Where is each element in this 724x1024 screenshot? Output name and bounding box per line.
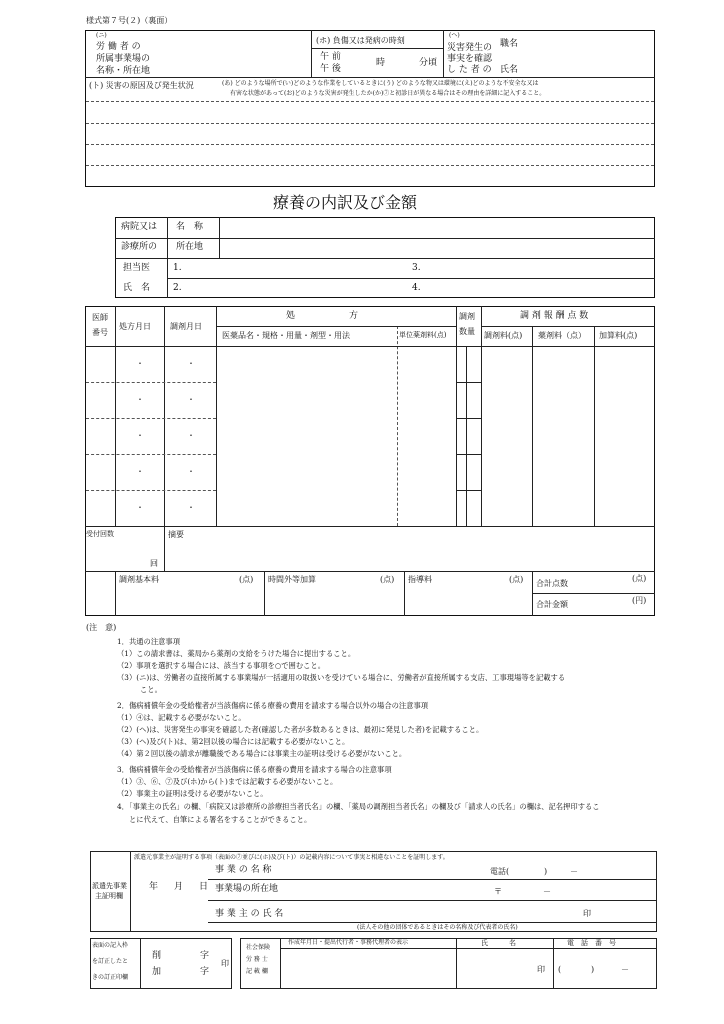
biz-address-input[interactable] bbox=[290, 881, 480, 899]
date-dot: ・ bbox=[187, 395, 195, 404]
workplace-no: (ニ) bbox=[96, 32, 107, 39]
name-header: 氏 名 bbox=[481, 939, 516, 947]
note-line: こと。 bbox=[140, 685, 162, 694]
note-line: 1．共通の注意事項 bbox=[117, 637, 181, 646]
added-label: 加 bbox=[152, 967, 162, 977]
dispense-date-header: 調剤月日 bbox=[170, 322, 202, 331]
note-line: とに代えて、自筆による署名をすることができること。 bbox=[129, 815, 312, 824]
basic-fee-unit: (点) bbox=[239, 575, 254, 584]
char-label: 字 bbox=[200, 967, 210, 977]
cause-note: (あ) どのような場所で(い)どのような作業をしているときに(う) どのような物又は環境に(え)どのような不安全な又は bbox=[222, 80, 539, 87]
insurance-phone-input[interactable] bbox=[555, 950, 655, 987]
month-label: 月 bbox=[174, 882, 184, 892]
date-dot: ・ bbox=[136, 431, 144, 440]
summary-input[interactable] bbox=[190, 530, 650, 568]
confirmer-input[interactable] bbox=[525, 33, 653, 75]
date-dot: ・ bbox=[136, 467, 144, 476]
note-line: （4）第２回以後の請求が離職後である場合には事業主の証明は受ける必要がないこと。 bbox=[117, 749, 407, 758]
fee-col1-header: 調剤料(点) bbox=[484, 331, 523, 340]
confirmer-title-label: 職名 bbox=[500, 39, 519, 49]
correction-label: を訂正したと bbox=[92, 958, 129, 965]
biz-name-label: 事 業 の 名 称 bbox=[215, 865, 272, 875]
rx-date-header: 処方月日 bbox=[119, 322, 151, 331]
am-label: 午 前 bbox=[320, 52, 341, 62]
employer-name-input[interactable] bbox=[300, 903, 570, 921]
hospital-name-label: 名 称 bbox=[176, 222, 204, 232]
summary-label: 摘要 bbox=[168, 530, 184, 539]
doctor-4: 4. bbox=[412, 283, 421, 293]
note-line: 3．傷病補償年金の受給権者が当該傷病に係る療養の費用を請求する場合の注意事項 bbox=[117, 765, 392, 774]
insurance-label: 記 載 欄 bbox=[246, 968, 268, 975]
total-amount-unit: (円) bbox=[632, 596, 647, 605]
fee-header: 調 剤 報 酬 点 数 bbox=[520, 311, 589, 321]
cause-note: 有害な状態があって(お)どのような災害が発生したか(か)⑦と初診日が異なる場合はその理由を詳細に記入すること。 bbox=[230, 90, 546, 97]
date-dot: ・ bbox=[136, 503, 144, 512]
note-line: 2．傷病補償年金の受給権者が当該傷病に係る療養の費用を請求する場合以外の場合の注意事項 bbox=[117, 701, 429, 710]
pm-label: 午 後 bbox=[320, 64, 341, 74]
hospital-label: 診療所の bbox=[121, 242, 158, 252]
date-dot: ・ bbox=[187, 359, 195, 368]
char-label: 字 bbox=[200, 951, 210, 961]
phone-dash: － bbox=[621, 965, 629, 974]
unit-points-header: 単位薬剤料(点) bbox=[399, 331, 447, 339]
correction-label: 表面の記入枠 bbox=[92, 942, 129, 949]
total-amount-label: 合計金額 bbox=[536, 600, 568, 609]
note-line: （1）④は、記載する必要がないこと。 bbox=[117, 713, 246, 722]
prescription-body-input[interactable] bbox=[217, 347, 455, 525]
times-label: 回 bbox=[150, 559, 158, 568]
phone-dash: － bbox=[570, 867, 578, 876]
confirmer-label: 事実を確認 bbox=[447, 54, 493, 64]
phone-open: ( bbox=[558, 965, 562, 974]
insurance-seal: 印 bbox=[537, 965, 545, 974]
phone-label: 電話( bbox=[490, 867, 510, 876]
doctor-2: 2. bbox=[173, 283, 182, 293]
doctor-no-header: 医師 bbox=[92, 313, 108, 322]
doctor-label: 氏 名 bbox=[123, 283, 151, 293]
workplace-label: 名称・所在地 bbox=[96, 66, 151, 76]
notes-header: (注 意) bbox=[86, 623, 117, 632]
phone-close: ) bbox=[591, 965, 595, 974]
postal-dash: － bbox=[543, 887, 551, 896]
note-line: （3）(ニ)は、労働者の直接所属する事業場が一括適用の取扱いを受けている場合に、労働者が直接所属する支店、工事現場等を記載する bbox=[117, 673, 566, 682]
year-label: 年 bbox=[149, 882, 159, 892]
phone-header: 電 話 番 号 bbox=[567, 939, 616, 947]
note-line: （3）(ヘ)及び(ト)は、第2回以後の場合には記載する必要がないこと。 bbox=[117, 737, 350, 746]
workplace-label: 所属事業場の bbox=[96, 54, 151, 64]
confirmer-no: (ヘ) bbox=[449, 32, 460, 39]
employer-seal: 印 bbox=[583, 909, 591, 918]
confirmer-name-label: 氏名 bbox=[500, 65, 519, 75]
guidance-label: 指導料 bbox=[408, 575, 432, 584]
confirmer-label: 災害発生の bbox=[447, 43, 493, 53]
cause-input[interactable] bbox=[87, 102, 653, 185]
dispatch-label: 派遣先事業 bbox=[92, 882, 127, 890]
day-label: 日 bbox=[199, 882, 209, 892]
dispense-header: 調剤 bbox=[459, 312, 475, 321]
workplace-input[interactable] bbox=[165, 32, 305, 76]
doctor-input-a[interactable] bbox=[185, 260, 405, 296]
form-id: 様式第７号(２)（裏面） bbox=[86, 16, 173, 25]
correction-seal: 印 bbox=[221, 959, 229, 968]
hospital-address-label: 所在地 bbox=[176, 242, 204, 252]
total-points-unit: (点) bbox=[632, 574, 647, 583]
dispatch-label: 主証明欄 bbox=[95, 892, 123, 900]
postal-mark: 〒 bbox=[494, 887, 502, 896]
guidance-unit: (点) bbox=[509, 575, 524, 584]
note-line: （2）事業主の証明は受ける必要がないこと。 bbox=[117, 789, 268, 798]
section-title: 療養の内訳及び金額 bbox=[273, 193, 418, 212]
date-dot: ・ bbox=[187, 467, 195, 476]
date-dot: ・ bbox=[136, 395, 144, 404]
date-dot: ・ bbox=[187, 503, 195, 512]
phone-paren: ) bbox=[544, 867, 548, 876]
injury-time-input[interactable] bbox=[345, 50, 440, 75]
doctor-1: 1. bbox=[173, 263, 182, 273]
doctor-no-header: 番号 bbox=[92, 328, 108, 337]
fee-col2-header: 薬剤料（点） bbox=[538, 331, 586, 340]
hospital-label: 病院又は bbox=[121, 222, 158, 232]
fee-col3-header: 加算料(点) bbox=[599, 331, 638, 340]
drug-cols-header: 医薬品名・規格・用量・剤型・用法 bbox=[222, 331, 350, 340]
corp-note: (法人その他の団体であるときはその名称及び代表者の氏名) bbox=[357, 924, 518, 931]
workplace-label: 労 働 者 の bbox=[96, 42, 141, 52]
received-count-label: 受付回数 bbox=[86, 530, 114, 538]
biz-name-input[interactable] bbox=[290, 862, 480, 878]
cause-label: (ト) 災害の原因及び発生状況 bbox=[89, 81, 194, 90]
prescription-header: 処 方 bbox=[286, 311, 359, 321]
doctor-input-b[interactable] bbox=[425, 260, 653, 296]
date-agent-input[interactable] bbox=[282, 950, 454, 987]
hospital-name-input[interactable] bbox=[221, 219, 653, 237]
note-line: （1）この請求書は、薬局から薬剤の支給をうけた場合に提出すること。 bbox=[117, 649, 356, 658]
basic-fee-label: 調剤基本料 bbox=[119, 575, 159, 584]
note-line: （2）事項を選択する場合には、該当する事項を○で囲むこと。 bbox=[117, 661, 326, 670]
insurance-name-input[interactable] bbox=[458, 950, 533, 987]
injury-time-label: (ホ) 負傷又は発病の時刻 bbox=[316, 36, 405, 45]
note-line: （1）③、⑥、⑦及び(ホ)から(ト)までは記載する必要がないこと。 bbox=[117, 777, 338, 786]
hospital-address-input[interactable] bbox=[221, 239, 653, 257]
total-points-label: 合計点数 bbox=[536, 579, 568, 588]
confirmer-label: し た 者 の bbox=[447, 65, 492, 75]
date-agent-header: 作成年月日・提出代行者・事務代理者の表示 bbox=[288, 939, 409, 946]
correction-label: きの訂正印欄 bbox=[92, 974, 129, 981]
dispatch-statement: 派遣元事業主が証明する事項（表面の⑦並びに(ホ)及び(ト)）の記載内容について事実と相違ないことを証明します。 bbox=[134, 854, 449, 861]
date-dot: ・ bbox=[187, 431, 195, 440]
doctor-3: 3. bbox=[412, 263, 421, 273]
quantity-header: 数量 bbox=[459, 327, 475, 336]
date-dot: ・ bbox=[136, 359, 144, 368]
after-hours-label: 時間外等加算 bbox=[268, 575, 316, 584]
insurance-label: 社会保険 bbox=[246, 944, 271, 951]
doctor-label: 担当医 bbox=[123, 263, 151, 273]
note-line: （2）(ヘ)は、災害発生の事実を確認した者(確認した者が多数あるときは、最初に発見した者)を記載すること。 bbox=[117, 725, 484, 734]
after-hours-unit: (点) bbox=[380, 575, 395, 584]
note-line: 4．「事業主の氏名」の欄、「病院又は診療所の診療担当者氏名」の欄、「薬局の調剤担当者氏名」の欄及び「請求人の氏名」の欄は、記名押印するこ bbox=[117, 802, 600, 811]
employer-name-label: 事 業 主 の 氏 名 bbox=[215, 909, 284, 919]
deleted-label: 削 bbox=[152, 951, 162, 961]
hour-label: 時 bbox=[376, 58, 386, 68]
insurance-label: 労 務 士 bbox=[246, 956, 268, 963]
minute-label: 分頃 bbox=[419, 58, 438, 68]
biz-address-label: 事業場の所在地 bbox=[215, 884, 279, 894]
